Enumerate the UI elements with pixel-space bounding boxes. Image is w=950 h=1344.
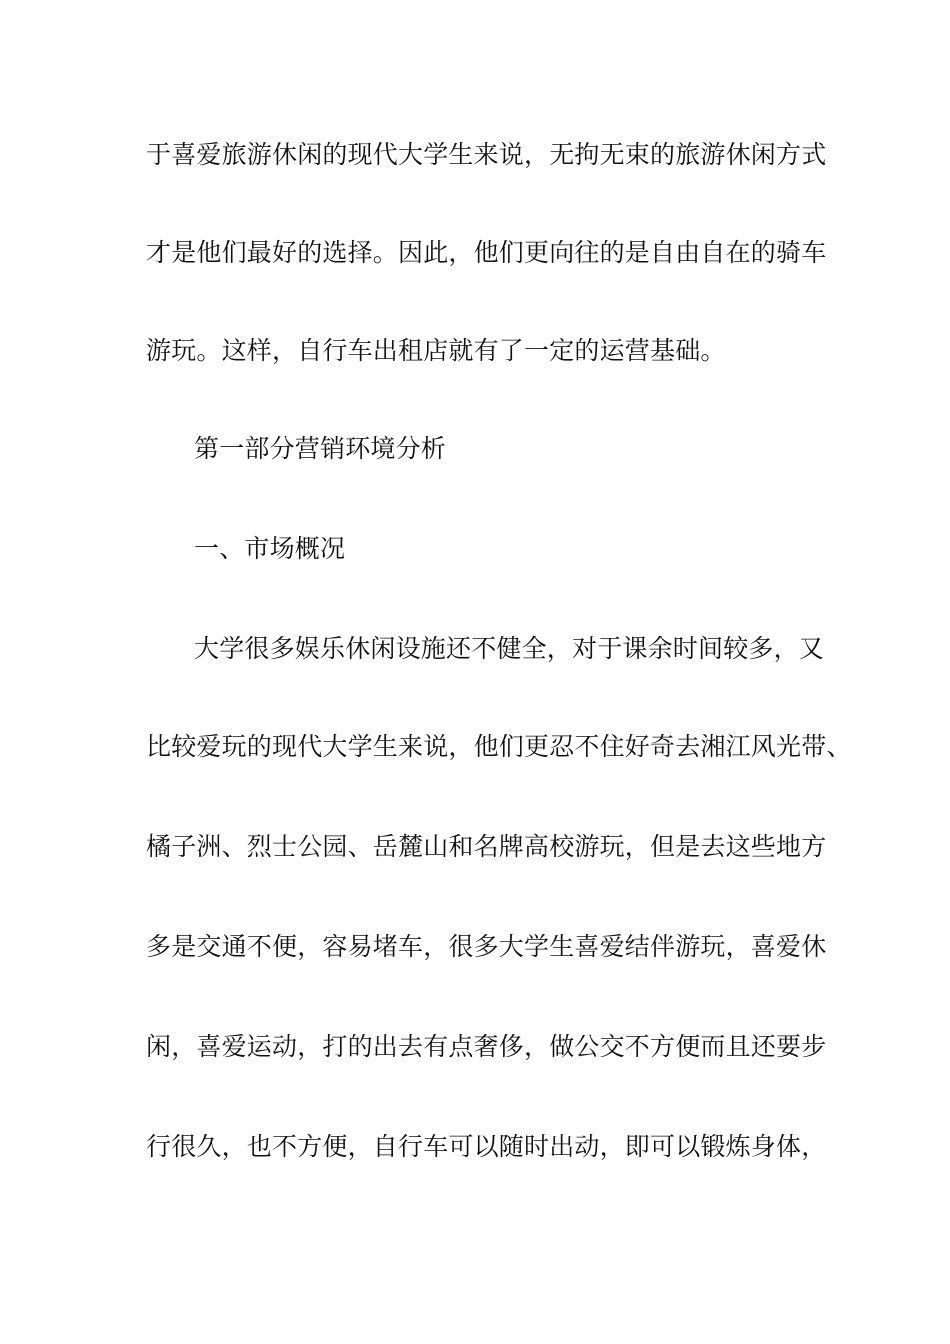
paragraph-line: 闲，喜爱运动，打的出去有点奢侈，做公交不方便而且还要步 <box>146 1032 827 1061</box>
paragraph-line: 比较爱玩的现代大学生来说，他们更忍不住好奇去湘江风光带、 <box>146 732 852 761</box>
subsection-heading: 一、市场概况 <box>194 534 346 563</box>
paragraph-line: 游玩。这样，自行车出租店就有了一定的运营基础。 <box>146 336 726 365</box>
paragraph-line: 大学很多娱乐休闲设施还不健全，对于课余时间较多，又 <box>194 634 825 663</box>
paragraph-line: 多是交通不便，容易堵车，很多大学生喜爱结伴游玩，喜爱休 <box>146 932 827 961</box>
section-heading: 第一部分营销环境分析 <box>194 434 447 463</box>
paragraph-line: 才是他们最好的选择。因此，他们更向往的是自由自在的骑车 <box>146 238 827 267</box>
paragraph-line: 橘子洲、烈士公园、岳麓山和名牌高校游玩，但是去这些地方 <box>146 832 827 861</box>
paragraph-line: 行很久，也不方便，自行车可以随时出动，即可以锻炼身体， <box>146 1132 827 1161</box>
paragraph-line: 于喜爱旅游休闲的现代大学生来说，无拘无束的旅游休闲方式 <box>146 140 827 169</box>
